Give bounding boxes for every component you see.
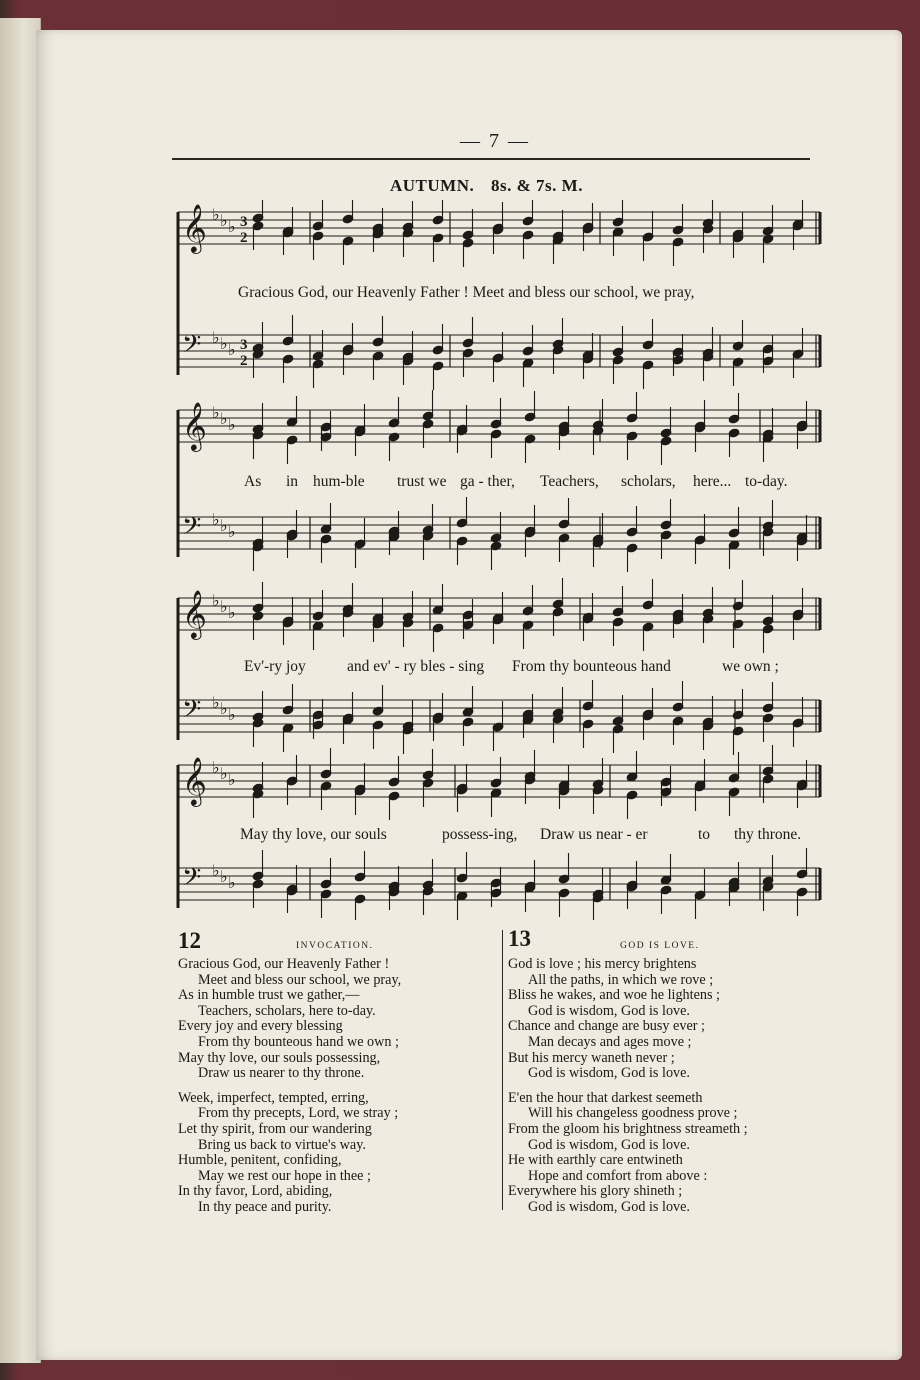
verse-line: God is love ; his mercy brightens bbox=[508, 956, 697, 972]
verse-line: Man decays and ages move ; bbox=[528, 1033, 692, 1050]
lyric-word: here... bbox=[693, 473, 732, 490]
bass-clef: 𝄢 bbox=[182, 512, 202, 547]
flat-sign: ♭ bbox=[228, 340, 236, 359]
lyric-word: Ev'-ry joy bbox=[244, 658, 306, 675]
flat-sign: ♭ bbox=[228, 770, 236, 789]
treble-clef: 𝄞 bbox=[182, 401, 207, 450]
lyric-word: to bbox=[698, 826, 711, 843]
hymn-13-number: 13 bbox=[508, 926, 531, 951]
flat-sign: ♭ bbox=[228, 415, 236, 434]
verse-line: In thy favor, Lord, abiding, bbox=[178, 1183, 333, 1200]
lyric-word: possess-ing, bbox=[442, 826, 518, 843]
lyric-word: ga - ther, bbox=[460, 473, 515, 490]
verse-line: Bring us back to virtue's way. bbox=[198, 1136, 366, 1153]
left-page-edge bbox=[0, 18, 41, 1363]
lyric-word: we own ; bbox=[722, 658, 779, 675]
flat-sign: ♭ bbox=[212, 510, 220, 529]
treble-clef: 𝄞 bbox=[182, 756, 207, 805]
lyric-word: From thy bounteous hand bbox=[512, 658, 671, 675]
verse-line: Meet and bless our school, we pray, bbox=[198, 971, 402, 988]
time-signature: 3 bbox=[240, 337, 248, 353]
flat-sign: ♭ bbox=[220, 409, 228, 428]
verse-line: Every joy and every blessing bbox=[178, 1018, 343, 1035]
flat-sign: ♭ bbox=[212, 758, 220, 777]
flat-sign: ♭ bbox=[212, 403, 220, 422]
verse-line: Everywhere his glory shineth ; bbox=[508, 1183, 683, 1200]
lyric-word: to-day. bbox=[745, 473, 788, 490]
verse-line: God is wisdom, God is love. bbox=[528, 1065, 690, 1082]
flat-sign: ♭ bbox=[228, 705, 236, 724]
flat-sign: ♭ bbox=[228, 873, 236, 892]
lyric-word: in bbox=[286, 473, 299, 490]
verse-line: May thy love, our souls possessing, bbox=[178, 1049, 381, 1066]
time-signature: 3 bbox=[240, 214, 248, 230]
verse-line: May we rest our hope in thee ; bbox=[198, 1167, 371, 1184]
bass-clef: 𝄢 bbox=[182, 695, 202, 730]
time-signature: 2 bbox=[240, 230, 248, 246]
flat-sign: ♭ bbox=[220, 597, 228, 616]
hymn-12-number: 12 bbox=[178, 928, 201, 953]
verse-line: Chance and change are busy ever ; bbox=[508, 1018, 705, 1035]
flat-sign: ♭ bbox=[212, 328, 220, 347]
flat-sign: ♭ bbox=[212, 205, 220, 224]
bass-clef: 𝄢 bbox=[182, 330, 202, 365]
flat-sign: ♭ bbox=[212, 591, 220, 610]
verse-line: Humble, penitent, confiding, bbox=[178, 1152, 342, 1169]
lyric-word: May thy love, our souls bbox=[240, 826, 387, 843]
verse-line: All the paths, in which we rove ; bbox=[528, 971, 714, 988]
lyric-word: scholars, bbox=[621, 473, 676, 490]
flat-sign: ♭ bbox=[212, 861, 220, 880]
hymn-title bbox=[390, 176, 583, 196]
treble-clef: 𝄞 bbox=[182, 203, 207, 252]
verse-line: Teachers, scholars, here to-day. bbox=[198, 1002, 376, 1019]
verse-line: From thy precepts, Lord, we stray ; bbox=[198, 1105, 399, 1122]
hymn-name: AUTUMN. bbox=[390, 176, 475, 195]
page-number: — 7 — bbox=[460, 130, 530, 152]
header-rule bbox=[172, 158, 810, 160]
verse-line: E'en the hour that darkest seemeth bbox=[508, 1089, 703, 1106]
verse-line: In thy peace and purity. bbox=[198, 1198, 332, 1215]
lyric-word: and ev' - ry bles - sing bbox=[347, 658, 485, 675]
flat-sign: ♭ bbox=[220, 867, 228, 886]
hymn-meter: 8s. & 7s. M. bbox=[491, 176, 583, 195]
flat-sign: ♭ bbox=[220, 211, 228, 230]
lyric-word: As bbox=[244, 473, 262, 490]
hymn-12-verses bbox=[178, 957, 494, 1216]
flat-sign: ♭ bbox=[220, 516, 228, 535]
verse-line: God is wisdom, God is love. bbox=[528, 1136, 690, 1153]
hymn-13-verses bbox=[508, 957, 838, 1216]
verse-line: Will his changeless goodness prove ; bbox=[528, 1105, 738, 1122]
flat-sign: ♭ bbox=[228, 217, 236, 236]
flat-sign: ♭ bbox=[220, 334, 228, 353]
bass-clef: 𝄢 bbox=[182, 863, 202, 898]
flat-sign: ♭ bbox=[220, 764, 228, 783]
verse-line: God is wisdom, God is love. bbox=[528, 1198, 690, 1215]
lyric-word: Draw us near - er bbox=[540, 826, 648, 843]
lyric-word: hum-ble bbox=[313, 473, 365, 490]
verse-line: Let thy spirit, from our wandering bbox=[178, 1120, 372, 1137]
flat-sign: ♭ bbox=[228, 522, 236, 541]
flat-sign: ♭ bbox=[220, 699, 228, 718]
lyric-word: trust we bbox=[397, 473, 447, 490]
verse-line: As in humble trust we gather,— bbox=[178, 987, 360, 1004]
treble-clef: 𝄞 bbox=[182, 589, 207, 638]
verse-line: Week, imperfect, tempted, erring, bbox=[178, 1089, 369, 1106]
lyric-word: Teachers, bbox=[540, 473, 599, 490]
verse-line: From the gloom his brightness streameth ; bbox=[508, 1120, 748, 1137]
verse-line: From thy bounteous hand we own ; bbox=[198, 1033, 399, 1050]
verse-line: Bliss he wakes, and woe he lightens ; bbox=[508, 987, 720, 1004]
verse-line: Gracious God, our Heavenly Father ! bbox=[178, 956, 390, 972]
lyric-line-1: Gracious God, our Heavenly Father ! Meet and bless our school, we pray, bbox=[238, 284, 695, 301]
column-divider bbox=[502, 930, 503, 1210]
music-score bbox=[160, 200, 830, 920]
lyric-word: thy throne. bbox=[734, 826, 802, 843]
verse-line: He with earthly care entwineth bbox=[508, 1152, 683, 1169]
time-signature: 2 bbox=[240, 353, 248, 369]
hymn-13-title: GOD IS LOVE. bbox=[620, 941, 700, 951]
verse-line: God is wisdom, God is love. bbox=[528, 1002, 690, 1019]
hymn-12-title: INVOCATION. bbox=[296, 941, 374, 951]
flat-sign: ♭ bbox=[212, 693, 220, 712]
verse-line: But his mercy waneth never ; bbox=[508, 1049, 675, 1066]
flat-sign: ♭ bbox=[228, 603, 236, 622]
verse-line: Hope and comfort from above : bbox=[528, 1167, 708, 1184]
verse-line: Draw us nearer to thy throne. bbox=[198, 1065, 365, 1082]
